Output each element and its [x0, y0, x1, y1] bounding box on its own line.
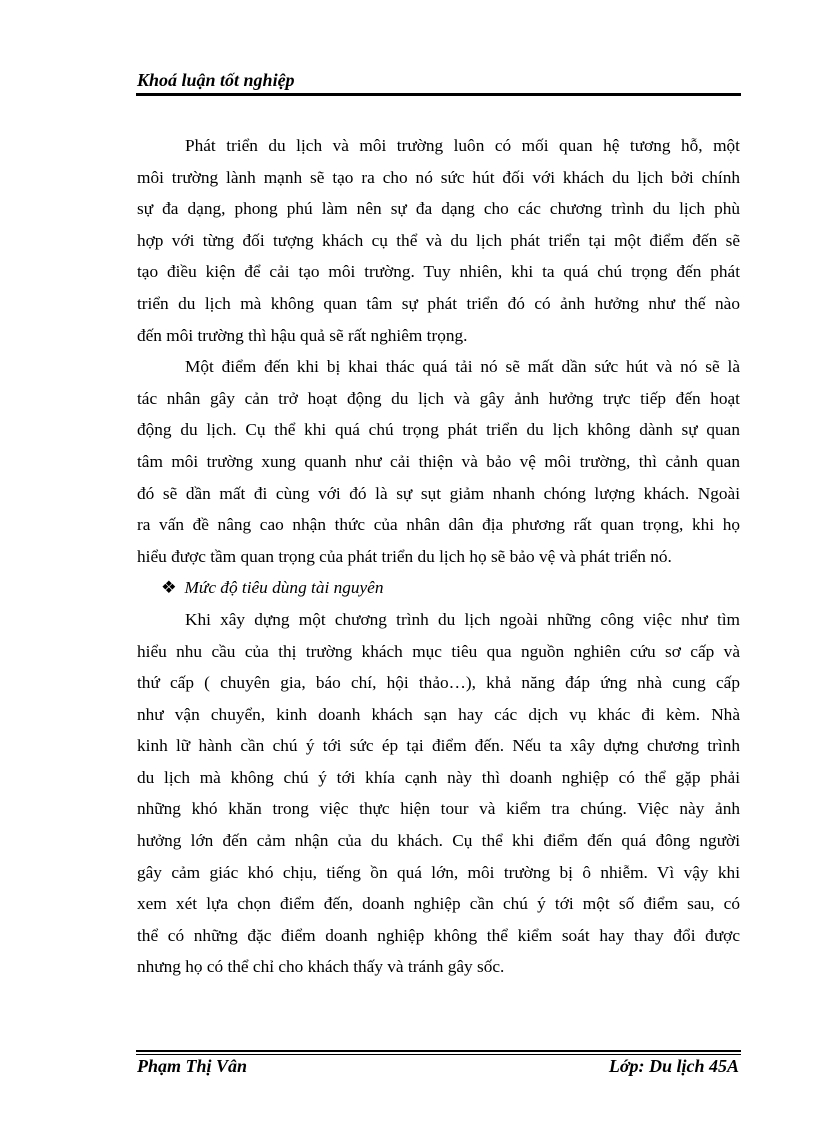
text-line: hiểu nhu cầu của thị trường khách mục tiêu qua nguồn nghiên cứu sơ cấp và — [137, 641, 740, 661]
text-line: thể có những đặc điểm doanh nghiệp không thể kiểm soát hay thay đổi được — [137, 925, 740, 945]
header-rule — [136, 93, 741, 96]
text-line: như vận chuyển, kinh doanh khách sạn hay các dịch vụ khác đi kèm. Nhà — [137, 704, 740, 724]
bullet-heading — [137, 572, 740, 604]
text-line: đến môi trường thì hậu quả sẽ rất nghiêm trọng. — [137, 325, 468, 345]
footer-class: Lớp: Du lịch 45A — [608, 1056, 739, 1076]
text-line: triển du lịch mà không quan tâm sự phát triển đó có ảnh hưởng như thế nào — [137, 293, 740, 313]
paragraph — [137, 604, 740, 983]
text-line: hiểu được tầm quan trọng của phát triển du lịch họ sẽ bảo vệ và phát triển nó. — [137, 546, 672, 566]
text-line: sự đa dạng, phong phú làm nên sự đa dạng cho các chương trình du lịch phù — [137, 199, 740, 219]
text-line: những khó khăn trong việc thực hiện tour và kiểm tra chúng. Việc này ảnh — [137, 799, 740, 819]
text-line: hợp với từng đối tượng khách cụ thể và du lịch phát triển tại một điểm đến sẽ — [137, 230, 740, 250]
text-line: môi trường lành mạnh sẽ tạo ra cho nó sức hút đối với khách du lịch bởi chính — [137, 167, 740, 187]
paragraph — [137, 130, 740, 351]
text-line: tạo điều kiện để cải tạo môi trường. Tuy nhiên, khi ta quá chú trọng đến phát — [137, 262, 740, 282]
text-line: tác nhân gây cản trở hoạt động du lịch và gây ảnh hưởng trực tiếp đến hoạt — [137, 388, 740, 408]
text-line: kinh lữ hành cần chú ý tới sức ép tại điểm đến. Nếu ta xây dựng chương trình — [137, 736, 740, 756]
footer-author: Phạm Thị Vân — [137, 1056, 248, 1076]
text-line: thứ cấp ( chuyên gia, báo chí, hội thảo…), khả năng đáp ứng nhà cung cấp — [137, 673, 740, 693]
text-line: nhưng họ có thể chỉ cho khách thấy và tránh gây sốc. — [137, 957, 505, 977]
header-title: Khoá luận tốt nghiệp — [137, 70, 295, 90]
bullet-heading-text: Mức độ tiêu dùng tài nguyên — [184, 578, 384, 598]
footer-rule — [136, 1050, 741, 1052]
text-line: tâm môi trường xung quanh như cải thiện và bảo vệ môi trường, thì cảnh quan — [137, 451, 740, 471]
text-line: ra vấn đề nâng cao nhận thức của nhân dân địa phương rất quan trọng, khi họ — [137, 515, 740, 535]
text-line: xem xét lựa chọn điểm đến, doanh nghiệp cần chú ý tới một số điểm sau, có — [137, 894, 740, 914]
diamond-bullet-icon: ❖ — [161, 578, 177, 598]
text-line: Phát triển du lịch và môi trường luôn có mối quan hệ tương hỗ, một — [185, 136, 740, 155]
text-line: gây cảm giác khó chịu, tiếng ồn quá lớn, môi trường bị ô nhiễm. Vì vậy khi — [137, 862, 740, 882]
text-line: đó sẽ dần mất đi cùng với đó là sự sụt giảm nhanh chóng lượng khách. Ngoài — [137, 483, 740, 503]
text-line: Một điểm đến khi bị khai thác quá tải nó sẽ mất dần sức hút và nó sẽ là — [185, 357, 740, 377]
paragraph — [137, 351, 740, 572]
text-line: Khi xây dựng một chương trình du lịch ngoài những công việc như tìm — [185, 609, 740, 629]
footer-rule-thin — [136, 1054, 741, 1055]
document-body — [137, 130, 740, 983]
text-line: du lịch mà không chú ý tới khía cạnh này thì doanh nghiệp có thể gặp phải — [137, 767, 740, 787]
text-line: động du lịch. Cụ thể khi quá chú trọng phát triển du lịch không dành sự quan — [137, 420, 740, 440]
text-line: hưởng lớn đến cảm nhận của du khách. Cụ thể khi điểm đến quá đông người — [137, 831, 740, 851]
